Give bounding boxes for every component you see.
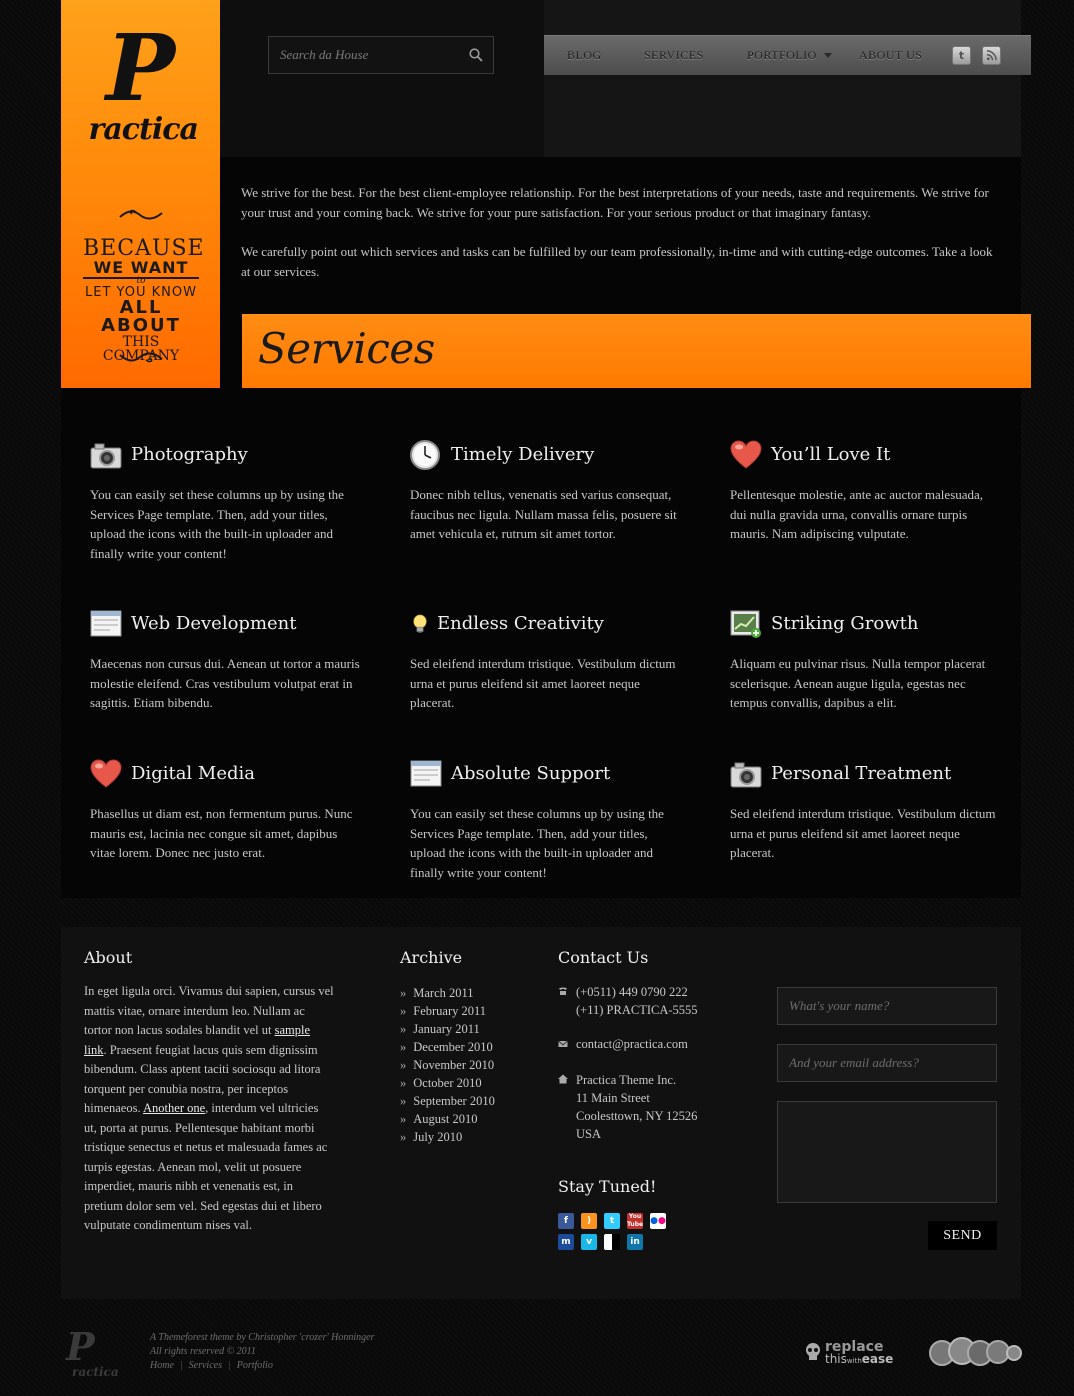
search-icon[interactable]	[469, 48, 483, 62]
sample-link[interactable]: sample link	[84, 1023, 311, 1057]
footer-link-portfolio[interactable]: Portfolio	[236, 1360, 273, 1371]
service-title: Absolute Support	[451, 763, 611, 784]
widget-title: Archive	[400, 948, 463, 967]
service-item	[410, 440, 680, 544]
page-title-banner	[242, 314, 1031, 388]
service-text: You can easily set these columns up by using the Services Page template. Then, add your titles, upload the icons with the built-in uploader and finally write your content!	[90, 487, 344, 561]
about-widget	[84, 948, 132, 967]
phone-icon	[558, 986, 568, 996]
linkedin-icon[interactable]: in	[627, 1234, 643, 1250]
intro-paragraph: We strive for the best. For the best client-employee relationship. For the best interpretations of your needs, taste and requirements. We strive for your trust and your coming back. We strive for your pure satisfaction. For your serious product or that imaginary fantasy.	[241, 185, 989, 220]
search-box	[268, 36, 494, 74]
tagline-line: WE WANT	[83, 260, 199, 279]
heart-icon	[730, 440, 762, 470]
rights-text: All rights reserved © 2011	[150, 1346, 256, 1357]
replace-logo-word: replace	[825, 1339, 884, 1355]
service-item	[730, 609, 1000, 713]
archive-list	[400, 984, 495, 1146]
service-item	[730, 759, 1000, 863]
widget-title: Stay Tuned!	[558, 1177, 657, 1196]
archive-link[interactable]: » February 2011	[400, 1002, 495, 1020]
brand-block	[61, 0, 220, 388]
service-title: Personal Treatment	[771, 763, 952, 784]
partner-logo-icon	[928, 1336, 1022, 1370]
archive-widget	[400, 948, 462, 967]
tagline-line: BECAUSE	[83, 236, 205, 261]
email-input[interactable]	[778, 1045, 996, 1081]
flickr-icon[interactable]: ●●	[650, 1213, 666, 1229]
tagline-line: LET YOU KNOW	[85, 285, 197, 300]
email-field-wrapper	[777, 1044, 997, 1082]
service-text: Phasellus ut diam est, non fermentum purus. Nunc mauris est, lacinia nec congue sit amet, dapibus vitae lorem. Donec nec justo erat.	[90, 806, 353, 861]
lightbulb-icon	[410, 609, 430, 639]
rss-icon[interactable]: )	[581, 1213, 597, 1229]
tagline	[83, 236, 205, 364]
tagline-line: THIS COMPANY	[102, 334, 180, 364]
archive-link[interactable]: » September 2010	[400, 1092, 495, 1110]
name-field-wrapper	[777, 987, 997, 1025]
footer-link-home[interactable]: Home	[150, 1360, 174, 1371]
archive-link[interactable]: » October 2010	[400, 1074, 495, 1092]
growth-chart-icon	[730, 609, 762, 639]
camera-icon	[90, 440, 122, 470]
contact-phone: (+0511) 449 0790 222	[576, 985, 688, 999]
message-field-wrapper	[777, 1101, 997, 1203]
credits	[150, 1331, 374, 1373]
replace-logo-word: this	[825, 1352, 847, 1366]
vimeo-icon[interactable]: v	[581, 1234, 597, 1250]
widget-title: Contact Us	[558, 948, 649, 967]
flourish-ornament-icon	[118, 208, 164, 222]
delicious-icon[interactable]	[604, 1234, 620, 1250]
service-item	[730, 440, 1000, 544]
nav-item-services[interactable]: SERVICES	[644, 48, 704, 62]
footer-link-services[interactable]: Services	[188, 1360, 222, 1371]
clock-icon	[410, 440, 442, 470]
service-title: Endless Creativity	[437, 613, 604, 634]
service-text: Sed eleifend interdum tristique. Vestibulum dictum urna et purus eleifend sit amet laoreet neque placerat.	[410, 656, 676, 711]
stay-tuned-widget	[558, 1177, 656, 1196]
replace-logo-word: with	[846, 1357, 862, 1365]
footer-logo-word: ractica	[72, 1365, 119, 1379]
archive-link[interactable]: » August 2010	[400, 1110, 495, 1128]
send-button[interactable]: SEND	[928, 1221, 997, 1250]
youtube-icon[interactable]: You Tube	[627, 1213, 644, 1228]
service-text: Donec nibh tellus, venenatis sed varius consequat, faucibus nec ligula. Nullam massa felis, posuere sit amet vehicula et, rutrum sit amet tortor.	[410, 487, 677, 542]
contact-address-line: 11 Main Street	[576, 1091, 650, 1105]
contact-email[interactable]: contact@practica.com	[576, 1037, 688, 1051]
footer-logo[interactable]	[62, 1324, 119, 1380]
logo-word[interactable]: ractica	[88, 112, 198, 147]
service-title: Striking Growth	[771, 613, 919, 634]
twitter-icon[interactable]: t	[952, 46, 971, 65]
mail-icon	[558, 1039, 568, 1049]
about-text-part: In eget ligula orci. Vivamus dui sapien, cursus vel mattis vitae, ornare interdum leo. Nullam ac tortor non lacus sodales blandit vel ut	[84, 984, 334, 1037]
name-input[interactable]	[778, 988, 996, 1024]
heart-icon	[90, 759, 122, 789]
credit-text: A Themeforest theme by Christopher 'crozer' Honninger	[150, 1332, 375, 1343]
about-text-part: , interdum vel ultricies ut, porta at purus. Pellentesque habitant morbi tristique senectus et netus et malesuada fames ac turpis egestas. Aenean mol, velit ut posuere imperdiet, mauris nibh et venenatis est, in pretium dolor sem vel. Sed egestas dui et libero vulputate condimentum nises val.	[84, 1101, 328, 1232]
about-text-part: . Praesent feugiat lacus quis sem dignissim bibendum. Class aptent taciti sociosqu ad litora torquent per conubia nostra, per inceptos himenaeos.	[84, 1042, 321, 1115]
archive-link[interactable]: » March 2011	[400, 984, 495, 1002]
service-text: You can easily set these columns up by using the Services Page template. Then, add your titles, upload the icons with the built-in uploader and finally write your content!	[410, 806, 664, 880]
rss-icon[interactable]	[982, 46, 1001, 65]
search-input[interactable]	[269, 37, 459, 73]
widget-title: About	[84, 948, 133, 967]
logo-letter[interactable]: P	[105, 14, 176, 122]
contact-address-line: Coolesttown, NY 12526	[576, 1109, 698, 1123]
browser-window-icon	[410, 759, 442, 789]
main-nav	[544, 35, 1031, 75]
archive-link[interactable]: » July 2010	[400, 1128, 495, 1146]
service-title: Web Development	[131, 613, 297, 634]
archive-link[interactable]: » January 2011	[400, 1020, 495, 1038]
contact-address-line: USA	[576, 1127, 602, 1141]
browser-window-icon	[90, 609, 122, 639]
about-text	[84, 982, 334, 1236]
footer-links: Home | Services | Portfolio	[150, 1360, 273, 1371]
skull-icon	[804, 1343, 822, 1361]
service-item	[410, 759, 680, 882]
nav-item-about-us[interactable]: ABOUT US	[859, 48, 923, 62]
service-item	[90, 440, 360, 563]
nav-item-portfolio[interactable]: PORTFOLIO	[747, 48, 817, 62]
archive-link[interactable]: » December 2010	[400, 1038, 495, 1056]
contact-widget	[558, 948, 648, 967]
service-text: Sed eleifend interdum tristique. Vestibulum dictum urna et purus eleifend sit amet laoreet neque placerat.	[730, 806, 996, 861]
archive-link[interactable]: » November 2010	[400, 1056, 495, 1074]
replace-logo-word: ease	[861, 1352, 894, 1366]
nav-item-blog[interactable]: BLOG	[567, 48, 602, 62]
contact-phone: (+11) PRACTICA-5555	[576, 1003, 698, 1017]
camera-icon	[730, 759, 762, 789]
service-text: Maecenas non cursus dui. Aenean ut tortor a mauris molestie eleifend. Cras vestibulum volutpat erat in sagittis. Etiam bibendu.	[90, 656, 360, 711]
page-title: Services	[258, 324, 435, 373]
tagline-line: to	[136, 276, 146, 286]
service-title: Digital Media	[131, 763, 256, 784]
message-textarea[interactable]	[778, 1102, 996, 1202]
chevron-down-icon[interactable]	[824, 53, 832, 58]
facebook-icon[interactable]: f	[558, 1213, 574, 1229]
service-title: Photography	[131, 444, 248, 465]
home-icon	[558, 1074, 568, 1084]
twitter-icon[interactable]: t	[604, 1213, 620, 1229]
service-item	[90, 609, 360, 713]
service-text: Aliquam eu pulvinar risus. Nulla tempor placerat scelerisque. Aenean augue ligula, egestas nec tempus convallis, dapibus a elit.	[730, 656, 986, 711]
intro-paragraph: We carefully point out which services and tasks can be fulfilled by our team professionally, in-time and with cutting-edge outcomes. Take a look at our services.	[241, 244, 993, 279]
flourish-ornament-icon	[118, 350, 164, 364]
service-title: Timely Delivery	[451, 444, 595, 465]
service-text: Pellentesque molestie, ante ac auctor malesuada, dui nulla gravida urna, convallis ornare turpis mauris. Nam adipiscing vulputate.	[730, 487, 984, 542]
header-panel-right	[544, 0, 1021, 157]
contact-address-line: Practica Theme Inc.	[576, 1073, 677, 1087]
service-title: You’ll Love It	[771, 444, 891, 465]
another-link[interactable]: Another one	[143, 1101, 206, 1115]
service-item	[90, 759, 360, 863]
service-item	[410, 609, 680, 713]
tagline-line: ALL ABOUT	[101, 297, 181, 336]
myspace-icon[interactable]: m	[558, 1234, 574, 1250]
footer-logo-letter: P	[66, 1324, 95, 1369]
